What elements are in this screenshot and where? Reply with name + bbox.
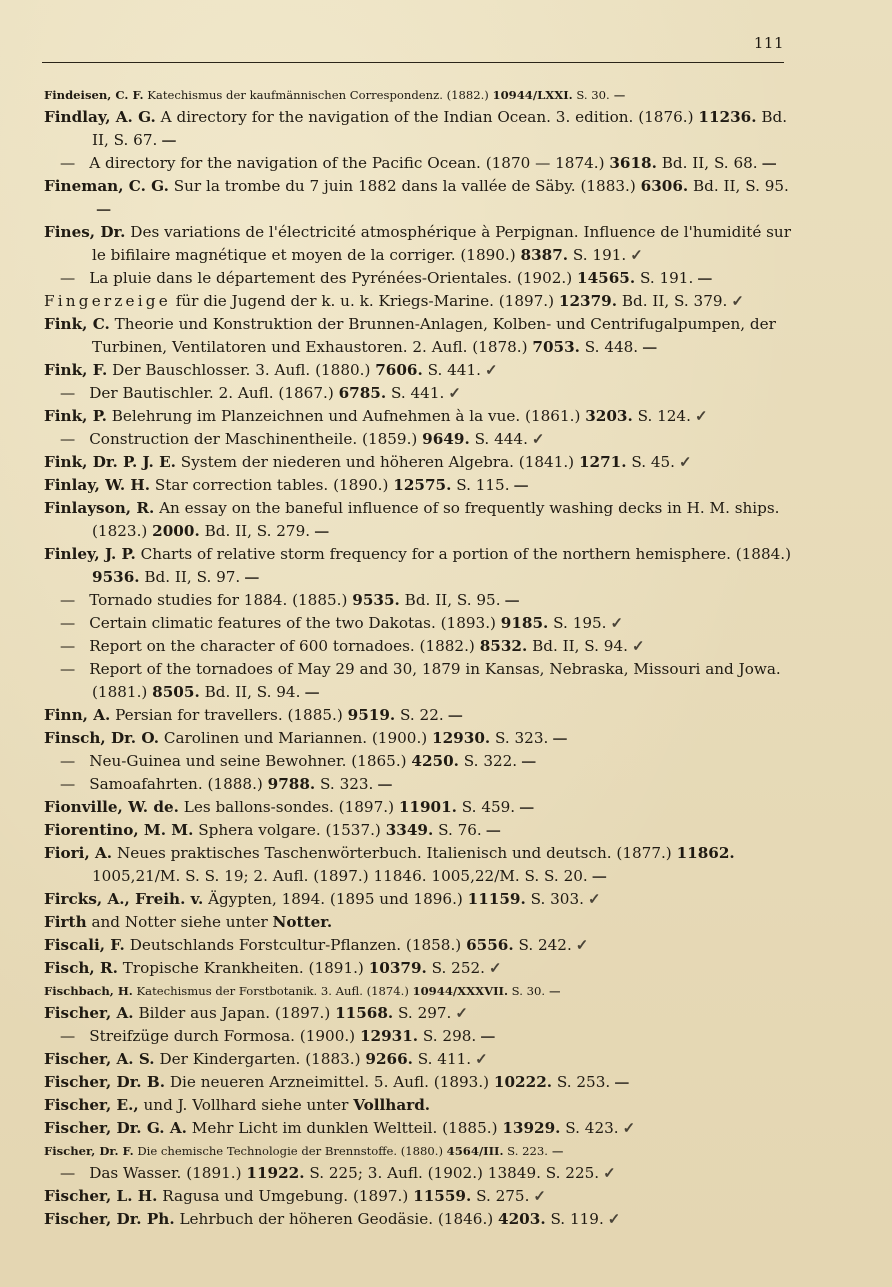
entry-catalog-number: 3349. [385,821,434,839]
entry-title: Katechismus der kaufmännischen Correspondenz. (1882.) [147,88,489,102]
dash-mark-icon: — [513,476,529,494]
ditto-dash: — [60,384,76,402]
entry-catalog-number: 11559. [413,1187,472,1205]
entry-reference: S. 191. [639,269,694,287]
entry-catalog-number: 9185. [500,614,549,632]
catalog-entry [44,1071,796,1094]
entry-catalog-number: 4250. [411,752,459,770]
entry-title: Der Bauschlosser. 3. Aufl. (1880.) [112,361,371,379]
catalog-entry [44,1048,796,1071]
entry-author: Fischer, A. [44,1004,134,1022]
dash-mark-icon: — [485,821,501,839]
entry-catalog-number: Vollhard. [353,1096,431,1114]
entry-reference: 1005,21/M. S. S. 19; 2. Aufl. (1897.) 11846. 1005,22/M. S. S. 20. [92,867,588,885]
catalog-entry [44,819,796,842]
checkmark-icon: ✓ [679,453,692,471]
entry-catalog-number: 14565. [577,269,636,287]
checkmark-icon: ✓ [587,890,601,908]
header-rule [42,62,784,63]
entry-catalog-number: 9788. [267,775,316,793]
entry-author: Fineman, C. G. [44,177,169,195]
entry-reference: S. 115. [456,476,510,494]
entry-catalog-number: 11568. [335,1004,394,1022]
entry-catalog-number: 7053. [532,338,580,356]
entry-reference: S. 322. [463,752,518,770]
entry-catalog-number: 11159. [467,890,526,908]
entry-title: System der niederen und höheren Algebra. (1841.) [180,453,575,471]
entry-author: Findlay, A. G. [44,108,156,126]
catalog-entry [44,635,796,658]
entry-author: Fink, Dr. P. J. E. [44,453,176,471]
entry-catalog-number: 10944/LXXI. [492,88,573,102]
entry-author: Fink, P. [44,407,107,425]
entry-reference: S. 441. [427,361,481,379]
dash-mark-icon: — [551,1144,564,1158]
entry-title: Tropische Krankheiten. (1891.) [122,959,364,977]
entry-reference: Bd. II, S. 67. [92,108,788,149]
entry-reference: Bd. II, S. 94. [532,637,628,655]
catalog-entry [44,727,796,750]
entry-reference: S. 275. [476,1187,530,1205]
catalog-entry [44,773,796,796]
entry-catalog-number: 10379. [368,959,427,977]
entry-catalog-number: 7606. [375,361,423,379]
entry-title: Charts of relative storm frequency for a portion of the northern hemisphere. (1884.) [140,545,792,563]
catalog-entry [44,290,796,313]
dash-mark-icon: — [642,338,658,356]
checkmark-icon: ✓ [484,361,498,379]
dash-mark-icon: — [304,683,320,701]
entry-title: Deutschlands Forstcultur-Pflanzen. (1858.) [129,936,462,954]
entry-author: Fiscali, F. [44,936,125,954]
entry-title: Das Wasser. (1891.) [89,1164,242,1182]
dash-mark-icon: — [552,729,568,747]
entry-catalog-number: 4203. [498,1210,546,1228]
entry-catalog-number: 9536. [92,568,140,586]
dash-mark-icon: — [480,1027,496,1045]
ditto-dash: — [60,637,76,655]
catalog-entry [44,451,796,474]
entry-catalog-number: 12575. [393,476,452,494]
entry-catalog-number: 8532. [479,637,528,655]
checkmark-icon: ✓ [631,637,645,655]
catalog-entry [44,980,796,1002]
entry-catalog-number: 1271. [578,453,627,471]
catalog-entry [44,428,796,451]
entry-title: Belehrung im Planzeichnen und Aufnehmen à la vue. (1861.) [111,407,581,425]
dash-mark-icon: — [614,1073,630,1091]
entry-title: Der Kindergarten. (1883.) [159,1050,361,1068]
entry-title: Sphera volgare. (1537.) [198,821,381,839]
entry-reference: S. 253. [556,1073,611,1091]
entry-catalog-number: 9649. [422,430,470,448]
entry-catalog-number: 12931. [359,1027,419,1045]
entry-reference: Bd. II, S. 95. [693,177,789,195]
entry-catalog-number: 11901. [398,798,457,816]
catalog-entry [44,957,796,980]
dash-mark-icon: — [591,867,607,885]
entry-author: Finley, J. P. [44,545,136,563]
ditto-dash: — [60,752,76,770]
checkmark-icon: ✓ [630,246,643,264]
entry-title: Die chemische Technologie der Brennstoffe. (1880.) [137,1144,443,1158]
dash-mark-icon: — [613,88,626,102]
page-number: 111 [753,34,784,52]
dash-mark-icon: — [549,984,561,998]
entry-author: Fingerzeige [44,292,171,310]
entry-title: Ägypten, 1894. (1895 und 1896.) [208,890,463,908]
entry-reference: S. 124. [637,407,691,425]
catalog-entry [44,1002,796,1025]
entry-title: Bilder aus Japan. (1897.) [138,1004,331,1022]
entry-reference: S. 22. [400,706,444,724]
entry-author: Fischer, Dr. F. [44,1144,134,1158]
entry-author: Fircks, A., Freih. v. [44,890,204,908]
catalog-entry [44,1025,796,1048]
entry-title: La pluie dans le département des Pyrénées-Orientales. (1902.) [89,269,573,287]
entry-reference: Bd. II, S. 379. [621,292,728,310]
entry-reference: Bd. II, S. 94. [204,683,301,701]
catalog-entry [44,612,796,635]
ditto-dash: — [60,775,76,793]
entry-title: Der Bautischler. 2. Aufl. (1867.) [89,384,334,402]
catalog-entry [44,888,796,911]
entry-reference: S. 448. [584,338,639,356]
entry-title: Katechismus der Forstbotanik. 3. Aufl. (1874.) [136,984,409,998]
entry-author: Fischer, Dr. Ph. [44,1210,175,1228]
catalog-entry [44,405,796,428]
entry-reference: S. 45. [631,453,675,471]
entry-catalog-number: 6785. [338,384,387,402]
entry-author: Finlay, W. H. [44,476,151,494]
entry-title: Samoafahrten. (1888.) [89,775,263,793]
entry-title: Carolinen und Mariannen. (1900.) [163,729,428,747]
entry-catalog-number: 12379. [558,292,618,310]
entry-reference: Bd. II, S. 95. [404,591,501,609]
ditto-dash: — [60,1164,76,1182]
entry-reference: S. 30. [511,984,546,998]
entry-reference: S. 119. [550,1210,604,1228]
entry-reference: Bd. II, S. 68. [661,154,758,172]
entry-reference: S. 459. [461,798,516,816]
catalog-entry [44,175,796,221]
ditto-dash: — [60,154,76,172]
checkmark-icon: ✓ [533,1187,547,1205]
catalog-entry [44,84,796,106]
entry-catalog-number: 8387. [520,246,569,264]
entry-catalog-number: 9535. [352,591,400,609]
entry-reference: S. 323. [320,775,374,793]
catalog-entry [44,911,796,934]
entry-reference: S. 225; 3. Aufl. (1902.) 13849. S. 225. [309,1164,600,1182]
entry-reference: S. 191. [572,246,627,264]
dash-mark-icon: — [244,568,260,586]
dash-mark-icon: — [521,752,537,770]
checkmark-icon: ✓ [694,407,708,425]
entry-title: and Notter siehe unter [91,913,268,931]
entry-title: Die neueren Arzneimittel. 5. Aufl. (1893.) [169,1073,490,1091]
entry-title: für die Jugend der k. u. k. Kriegs-Marine. (1897.) [175,292,555,310]
entry-author: Fionville, W. de. [44,798,179,816]
entry-catalog-number: 6306. [640,177,689,195]
entry-reference: S. 297. [398,1004,452,1022]
entry-title: Star correction tables. (1890.) [154,476,389,494]
entry-author: Fiori, A. [44,844,113,862]
checkmark-icon: ✓ [607,1210,621,1228]
entry-title: Report of the tornadoes of May 29 and 30, 1879 in Kansas, Nebraska, Missouri and Jowa. (1881.) [89,660,781,701]
checkmark-icon: ✓ [731,292,745,310]
entry-list [44,84,796,1231]
dash-mark-icon: — [377,775,393,793]
checkmark-icon: ✓ [455,1004,469,1022]
dash-mark-icon: — [504,591,520,609]
entry-catalog-number: 13929. [502,1119,561,1137]
entry-reference: S. 252. [431,959,485,977]
catalog-entry [44,796,796,819]
entry-title: und J. Vollhard siehe unter [143,1096,349,1114]
catalog-entry [44,497,796,543]
entry-catalog-number: 9266. [365,1050,413,1068]
entry-author: Finsch, Dr. O. [44,729,159,747]
catalog-entry [44,1094,796,1117]
catalog-entry [44,106,796,152]
entry-author: Fischer, Dr. G. A. [44,1119,187,1137]
ditto-dash: — [60,614,76,632]
entry-catalog-number: 11862. [676,844,735,862]
entry-title: Persian for travellers. (1885.) [115,706,343,724]
entry-catalog-number: 3618. [609,154,657,172]
entry-reference: S. 303. [530,890,584,908]
entry-title: Lehrbuch der höheren Geodäsie. (1846.) [179,1210,494,1228]
catalog-entry [44,750,796,773]
catalog-entry [44,152,796,175]
catalog-entry [44,589,796,612]
checkmark-icon: ✓ [622,1119,636,1137]
dash-mark-icon: — [447,706,463,724]
entry-title: Certain climatic features of the two Dakotas. (1893.) [89,614,496,632]
checkmark-icon: ✓ [603,1164,616,1182]
checkmark-icon: ✓ [475,1050,488,1068]
entry-author: Fink, C. [44,315,110,333]
entry-title: Tornado studies for 1884. (1885.) [89,591,348,609]
entry-title: Ragusa und Umgebung. (1897.) [162,1187,409,1205]
ditto-dash: — [60,269,76,287]
entry-title: Streifzüge durch Formosa. (1900.) [89,1027,356,1045]
dash-mark-icon: — [761,154,777,172]
entry-catalog-number: 2000. [152,522,200,540]
entry-reference: S. 242. [518,936,572,954]
catalog-entry [44,1185,796,1208]
entry-title: Neues praktisches Taschenwörterbuch. Italienisch und deutsch. (1877.) [116,844,672,862]
catalog-entry [44,543,796,589]
entry-reference: S. 30. [576,88,610,102]
entry-catalog-number: 6556. [466,936,514,954]
entry-title: Construction der Maschinentheile. (1859.) [89,430,418,448]
catalog-entry [44,658,796,704]
dash-mark-icon: — [519,798,535,816]
entry-author: Fischer, L. H. [44,1187,158,1205]
entry-author: Firth [44,913,87,931]
catalog-entry [44,704,796,727]
entry-title: A directory for the navigation of the Pacific Ocean. (1870 — 1874.) [89,154,605,172]
entry-reference: S. 195. [553,614,607,632]
entry-reference: S. 423. [565,1119,619,1137]
entry-reference: S. 411. [417,1050,472,1068]
entry-reference: S. 76. [438,821,482,839]
entry-catalog-number: 4564/III. [446,1144,504,1158]
catalog-entry [44,934,796,957]
ditto-dash: — [60,430,76,448]
catalog-entry [44,382,796,405]
entry-catalog-number: 11236. [698,108,757,126]
entry-catalog-number: 10944/XXXVII. [412,984,508,998]
checkmark-icon: ✓ [610,614,624,632]
catalog-entry [44,1140,796,1162]
catalog-entry [44,359,796,382]
entry-reference: S. 223. [507,1144,548,1158]
checkmark-icon: ✓ [531,430,545,448]
entry-author: Fisch, R. [44,959,118,977]
dash-mark-icon: — [697,269,713,287]
entry-reference: S. 444. [474,430,528,448]
checkmark-icon: ✓ [488,959,502,977]
entry-author: Findeisen, C. F. [44,88,144,102]
catalog-entry [44,1162,796,1185]
entry-title: Neu-Guinea und seine Bewohner. (1865.) [89,752,407,770]
entry-title: Les ballons-sondes. (1897.) [183,798,395,816]
entry-author: Fischer, A. S. [44,1050,155,1068]
entry-reference: Bd. II, S. 279. [204,522,311,540]
entry-title: A directory for the navigation of the Indian Ocean. 3. edition. (1876.) [160,108,694,126]
ditto-dash: — [60,591,76,609]
entry-reference: Bd. II, S. 97. [144,568,241,586]
entry-catalog-number: 9519. [347,706,396,724]
ditto-dash: — [60,660,76,678]
catalog-entry [44,267,796,290]
ditto-dash: — [60,1027,76,1045]
entry-catalog-number: 3203. [585,407,633,425]
entry-title: Mehr Licht im dunklen Weltteil. (1885.) [191,1119,498,1137]
entry-reference: S. 441. [390,384,445,402]
entry-catalog-number: 11922. [246,1164,305,1182]
entry-author: Fischer, Dr. B. [44,1073,166,1091]
catalog-entry [44,1117,796,1140]
entry-catalog-number: 10222. [493,1073,553,1091]
entry-author: Fink, F. [44,361,108,379]
entry-title: Des variations de l'électricité atmosphérique à Perpignan. Influence de l'humidité sur le bifilaire magnétique et moyen de la corriger. (1890.) [92,223,791,264]
catalog-entry [44,1208,796,1231]
entry-author: Fischer, E., [44,1096,139,1114]
dash-mark-icon: — [314,522,330,540]
entry-author: Fines, Dr. [44,223,126,241]
entry-catalog-number: 8505. [152,683,200,701]
checkmark-icon: ✓ [575,936,589,954]
catalog-entry [44,842,796,888]
entry-title: Report on the character of 600 tornadoes. (1882.) [89,637,475,655]
entry-catalog-number: 12930. [432,729,491,747]
entry-author: Finn, A. [44,706,111,724]
checkmark-icon: ✓ [448,384,462,402]
entry-author: Finlayson, R. [44,499,155,517]
catalog-entry [44,474,796,497]
entry-title: Sur la trombe du 7 juin 1882 dans la vallée de Säby. (1883.) [173,177,636,195]
entry-title: Theorie und Konstruktion der Brunnen-Anlagen, Kolben- und Centrifugalpumpen, der Turbinen, Ventilatoren und Exhaustoren. 2. Aufl. (1878.) [92,315,776,356]
entry-reference: S. 323. [495,729,549,747]
dash-mark-icon: — [96,200,112,218]
entry-title: An essay on the baneful influence of so frequently washing decks in H. M. ships. (1823.) [92,499,780,540]
entry-author: Fischbach, H. [44,984,133,998]
entry-reference: S. 298. [422,1027,477,1045]
catalog-entry [44,313,796,359]
entry-catalog-number: Notter. [272,913,333,931]
dash-mark-icon: — [161,131,177,149]
entry-author: Fiorentino, M. M. [44,821,194,839]
catalog-entry [44,221,796,267]
